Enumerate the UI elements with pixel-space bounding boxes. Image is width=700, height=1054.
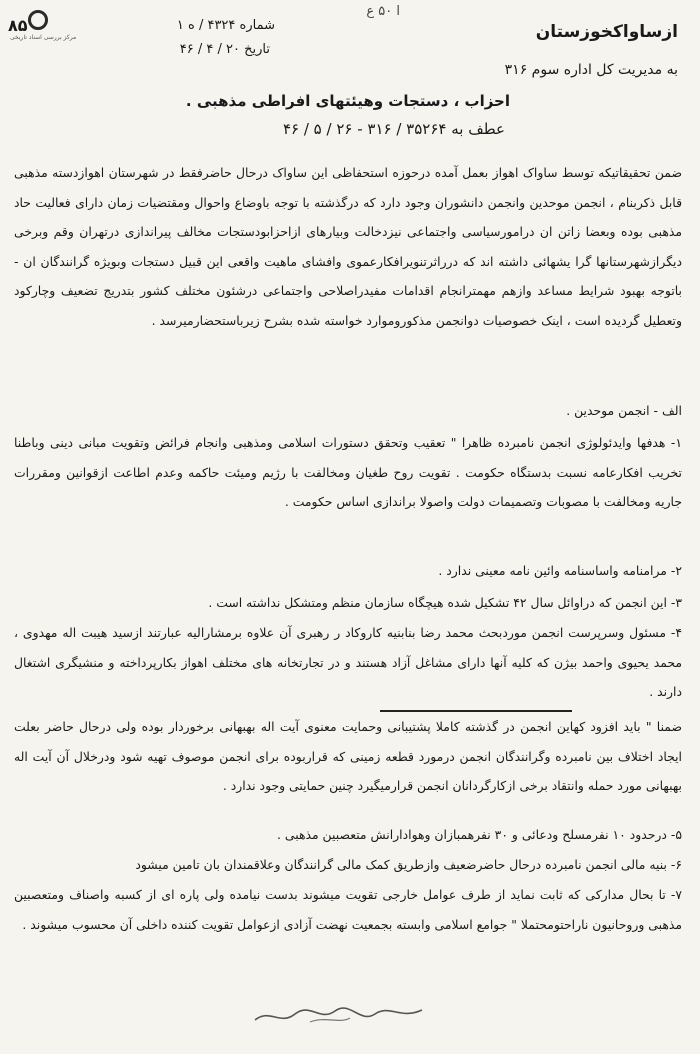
archive-logo-icon [28,10,48,30]
list-item [14,556,682,586]
list-item-text: ۱- هدفها وایدئولوژی انجمن نامبرده ظاهرا " تعقیب وتحقق دستورات اسلامی ومذهبی وانجام فرائض وتقویت مبانی دینی وباطنا تخریب افکارعامه نسبت بدستگاه حکومت . تقویت روح طغیان ومخالفت با رژیم ومیئت حاکمه وعدم اطاعت ازقوانین ومقررات جاریه ومخالفت با مصوبات وتصمیمات دولت واصولا براندازی اساس حکومت . [14,435,682,509]
section-heading-text: الف - انجمن موحدین . [566,403,682,418]
sender-line: ازساواکخوزستان [535,22,678,42]
list-item [14,588,682,618]
list-item-text: ۲- مرامنامه واساسنامه وائین نامه معینی ندارد . [438,563,682,578]
letter-date: تاریخ ۲۰ / ۴ / ۴۶ [179,42,270,57]
reference-line: عطف به ۳۵۲۶۴ / ۳۱۶ - ۲۶ / ۵ / ۴۶ [282,120,505,138]
list-item-text: ۵- درحدود ۱۰ نفرمسلح ودعائی و ۳۰ نفرهمبازان وهوادارانش متعصبین مذهبی . [277,827,682,842]
body-paragraph-intro [14,158,682,335]
signature-scribble [250,1002,430,1028]
handwritten-note: ا ۵۰ ع [366,4,400,19]
list-item-text: ۶- بنیه مالی انجمن نامبرده درحال حاضرضعیف وازطریق کمک مالی گرانندگان وعلاقمندان بان تامین میشود [135,857,682,872]
list-item-text: ۷- تا بحال مدارکی که ثابت نماید از طرف عوامل خارجی تقویت میشوند بدست نیامده ولی پاره ای از کسبه واصناف ومتعصبین مذهبی وروحانیون ناراحتومحتملا " جوامع اسلامی وابسته بجمعیت نهضت آزادی ازعوامل تقویت کننده داخلی آن محسوب میشوند . [14,887,682,932]
page-number: ۸۵ [8,16,28,35]
list-item-text: ۳- این انجمن که دراوائل سال ۴۲ تشکیل شده هیچگاه سازمان منظم ومتشکل نداشته است . [208,595,682,610]
list-item-text: ۴- مسئول وسرپرست انجمن موردبحث محمد رضا بنابنیه کاروکاد ر رهبری آن علاوه برمشارالیه عبارتند ازسید هیبت اله مهدوی ، محمد یحیوی واحمد بیژن که کلیه آنها دارای مشاغل آزاد هستند و در تجارتخانه های مختلف اهواز بکارپرداخته و منشیگری اشتغال دارند . [14,625,682,699]
list-item [14,618,682,707]
recipient-line: به مدیریت کل اداره سوم ۳۱۶ [504,62,678,78]
handwritten-underline [380,688,572,712]
paragraph-text: ضمنا " باید افزود کهاین انجمن در گذشته کاملا پشتیبانی وحمایت معنوی آیت اله بهبهانی برخوردار بوده ولی درحال حاضر بعلت ایجاد اختلاف بین نامبرده وگرانندگان انجمن درمورد قطعه زمینی که قراربوده برای انجمن موصوف تهیه شود ودرخلال آن آیت اله بهبهانی مورد حمله وانتقاد برخی ازکارگردانان انجمن قرارمیگیرد چنین حمایتی وجود ندارد . [14,719,682,793]
list-item [14,428,682,517]
section-heading [14,396,682,426]
letter-number: شماره ۴۳۲۴ / ه ۱ [176,18,275,33]
list-item [14,880,682,939]
body-paragraph-note [14,712,682,801]
list-item [14,820,682,850]
logo-caption: مرکز بررسی اسناد تاریخی [10,34,77,41]
paragraph-text: ضمن تحقیقاتیکه توسط ساواک اهواز بعمل آمده درحوزه استحفاظی این ساواک درحال حاضرفقط در شهرستان اهوازدسته مذهبی قابل ذکربنام ، انجمن موحدین وانجمن دانشوران وجود دارد که درگذشته با توجه باوضاع واحوال ومقتضیات زمان دارای فعالیت حاد مذهبی بوده وبعضا زاتن ان درامورسیاسی واجتماعی نیزدخالت وبیارهای ازاحزابودستجات مخالف پیراندازی درتهران وقم وبرخی دیگرازشهرستانها گرا یشهائی داشته اند که درراثرتنویرافکارعموی وافشای ماهیت واقعی این قبیل دستجات وبویژه گرانندگان ان - باتوجه بهبود شرایط مساعد وازهم مهمترانجام اقدامات مفیدراصلاحی واجتماعی درشئون مختلف کشور بتدریج تضعیف وچارکود وتعطیل گردیده است ، اینک خصوصیات دوانجمن مذکوروموارد خواسته شده بشرح زیرباستحضارمیرسد . [14,165,682,328]
list-item [14,850,682,880]
subject-line: احزاب ، دستجات وهیئتهای افراطی مذهبی . [185,92,510,110]
